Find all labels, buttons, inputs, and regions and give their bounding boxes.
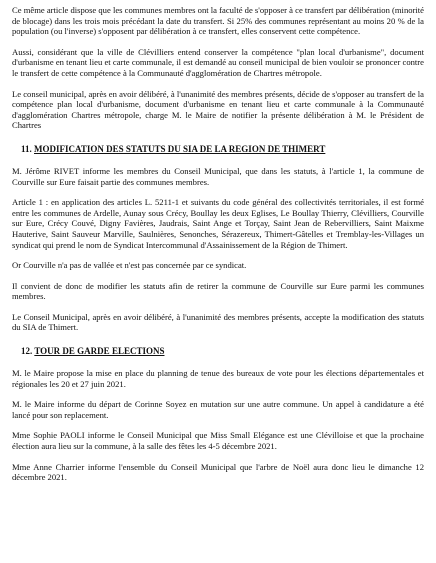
section-12-heading [12,346,424,357]
section-11-paragraph-3: Or Courville n'a pas de vallée et n'est pas concernée par ce syndicat. [12,260,247,271]
section-11-paragraph-1: M. Jérôme RIVET informe les membres du Conseil Municipal, que dans les statuts, à l'article 1, la commune de Courville sur Eure faisait partie des communes membres. [12,165,424,187]
document-page [12,5,424,483]
intro-paragraph-3: Le conseil municipal, après en avoir délibéré, à l'unanimité des membres présents, décide de s'opposer au transfert de la compétence plan local d'urbanisme, document d'urbanisme en tenant lieu et carte communale à la Communauté d'agglomération Chartres métropole, charge M. le Maire de notifier la présente délibération à M. le Président de Chartres [12,88,424,131]
section-11-paragraph-5: Le Conseil Municipal, après en avoir délibéré, à l'unanimité des membres présents, accepte la modification des statuts du SIA de Thimert. [12,311,424,333]
section-12-number: 12. [21,346,33,357]
section-12-title: TOUR DE GARDE ELECTIONS [34,346,165,357]
section-12-paragraph-4: Mme Anne Charrier informe l'ensemble du Conseil Municipal que l'arbre de Noël aura donc lieu le dimanche 12 décembre 2021. [12,461,424,483]
section-11-number: 11. [21,143,32,154]
intro-paragraph-2: Aussi, considérant que la ville de Clévilliers entend conserver la compétence "plan local d'urbanisme", document d'urbanisme en tenant lieu et carte communale, il est demandé au conseil municipal de bien vouloir se prononcer contre le transfert de cette compétence à la Communauté d'agglomération de Chartres métropole. [12,46,424,78]
intro-paragraph-1: Ce même article dispose que les communes membres ont la faculté de s'opposer à ce transfert par délibération (minorité de blocage) dans les trois mois précédant la date du transfert. Si 25% des communes représentant au moins 20 % de la population (ou l'inverse) s'opposent par délibération à ce transfert, elles conservent cette compétence. [12,5,424,37]
section-11-paragraph-2: Article 1 : en application des articles L. 5211-1 et suivants du code général des collectivités territoriales, il est formé entre les communes de Ardelle, Aunay sous Crécy, Boullay les deux Eglises, Le Boullay Thierry, Clévilliers, Courville sur Eure, Crécy Couvé, Digny Favières, Jaudrais, Saint Ange et Torçay, Saint Jean de Rebervilliers, Saint Maixme Hauterive, Saint Sauveur Marville, Saulnières, Senonches, Sérazereux, Thimert-Gâtelles et Tremblay-les-Villages un syndicat qui prend le nom de Syndicat Intercommunal d'Assainissement de la Région de Thimert. [12,197,424,250]
section-11-title: MODIFICATION DES STATUTS DU SIA DE LA REGION DE THIMERT [34,143,326,154]
section-11-paragraph-4: Il convient de donc de modifier les statuts afin de retirer la commune de Courville sur Eure parmi les communes membres. [12,280,424,302]
section-11-heading [12,144,424,155]
section-12-paragraph-1: M. le Maire propose la mise en place du planning de tenue des bureaux de vote pour les élections départementales et régionales les 20 et 27 juin 2021. [12,368,424,389]
section-12-paragraph-3: Mme Sophie PAOLI informe le Conseil Municipal que Miss Small Elégance est une Clévilloise et que la prochaine élection aura lieu sur la commune, à la salle des fêtes les 4-5 décembre 2021. [12,430,424,452]
section-12-paragraph-2: M. le Maire informe du départ de Corinne Soyez en mutation sur une autre commune. Un appel à candidature a été lancé pour son replacement. [12,399,424,420]
